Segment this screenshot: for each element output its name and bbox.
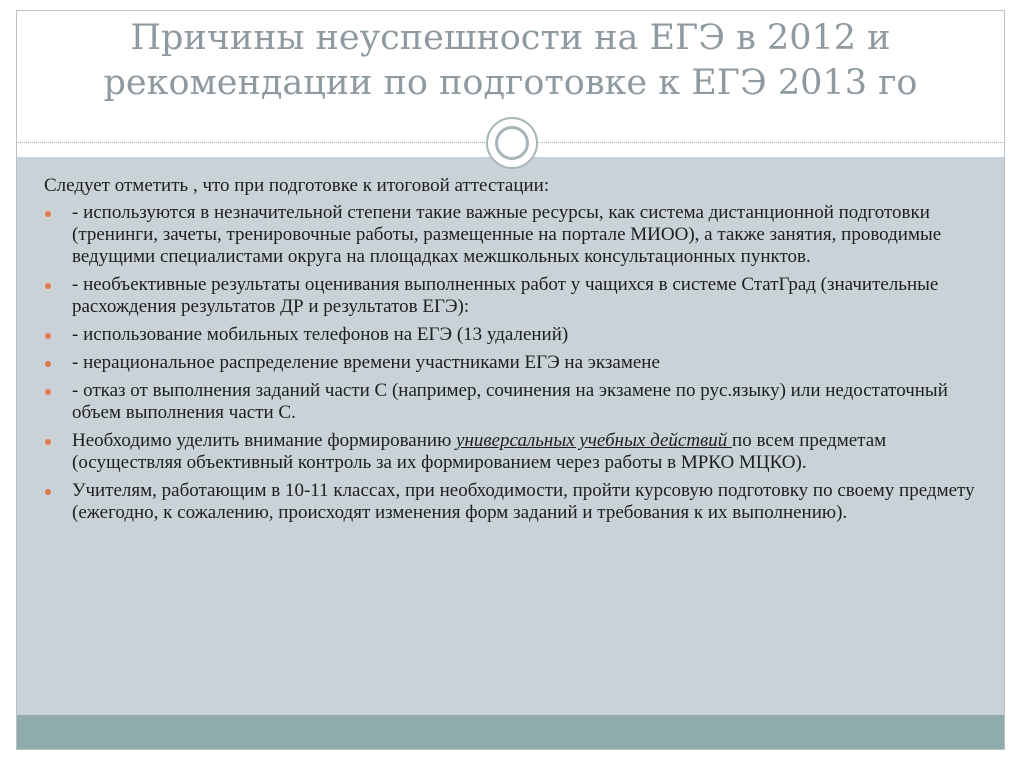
list-item-text: - использование мобильных телефонов на ЕГЭ (13 удалений) — [72, 324, 569, 345]
list-item — [44, 480, 994, 524]
intro-text: Следует отметить , что при подготовке к итоговой аттестации: — [44, 175, 550, 196]
list-item-text: - используются в незначительной степени такие важные ресурсы, как система дистанционной подготовки (тренинги, зачеты, тренировочные работы, размещенные на портале МИОО), а также занятия, проводимые ведущими специалистами округа на площадках межшкольных консультационных пунктов. — [72, 202, 942, 267]
bullet-dot-icon — [45, 389, 51, 395]
bullet-list — [44, 202, 994, 524]
list-item — [44, 430, 994, 474]
bullet-dot-icon — [45, 333, 51, 339]
bullet-dot-icon — [45, 439, 51, 445]
list-item-text-after: по всем предметам (осуществляя объективный контроль за их формированием через работы в МРКО МЦКО). — [72, 430, 887, 473]
slide-title: Причины неуспешности на ЕГЭ в 2012 и рекомендации по подготовке к ЕГЭ 2013 го — [103, 18, 918, 103]
list-item — [44, 274, 994, 318]
list-item — [44, 352, 994, 374]
bullet-dot-icon — [45, 211, 51, 217]
uud-emphasis: универсальных учебных действий — [456, 430, 733, 451]
bullet-dot-icon — [45, 489, 51, 495]
list-item-text: Учителям, работающим в 10-11 классах, при необходимости, пройти курсовую подготовку по своему предмету (ежегодно, к сожалению, происходят изменения форм заданий и требования к их выполнению). — [72, 480, 975, 523]
bullet-dot-icon — [45, 283, 51, 289]
bullet-dot-icon — [45, 361, 51, 367]
list-item — [44, 324, 994, 346]
list-item-text: - необъективные результаты оценивания выполненных работ у чащихся в системе СтатГрад (значительные расхождения результатов ДР и результатов ЕГЭ): — [72, 274, 939, 317]
list-item-text: - нерациональное распределение времени участниками ЕГЭ на экзамене — [72, 352, 660, 373]
circle-ornament-icon — [486, 117, 538, 169]
list-item — [44, 202, 994, 268]
circle-ornament-inner — [495, 126, 529, 160]
slide-body — [44, 175, 994, 530]
list-item — [44, 380, 994, 424]
list-item-text-before: Необходимо уделить внимание формированию — [72, 430, 457, 451]
list-item-text: - отказ от выполнения заданий части С (например, сочинения на экзамене по рус.языку) или недостаточный объем выполнения части С. — [72, 380, 948, 423]
bottom-band — [17, 715, 1004, 749]
